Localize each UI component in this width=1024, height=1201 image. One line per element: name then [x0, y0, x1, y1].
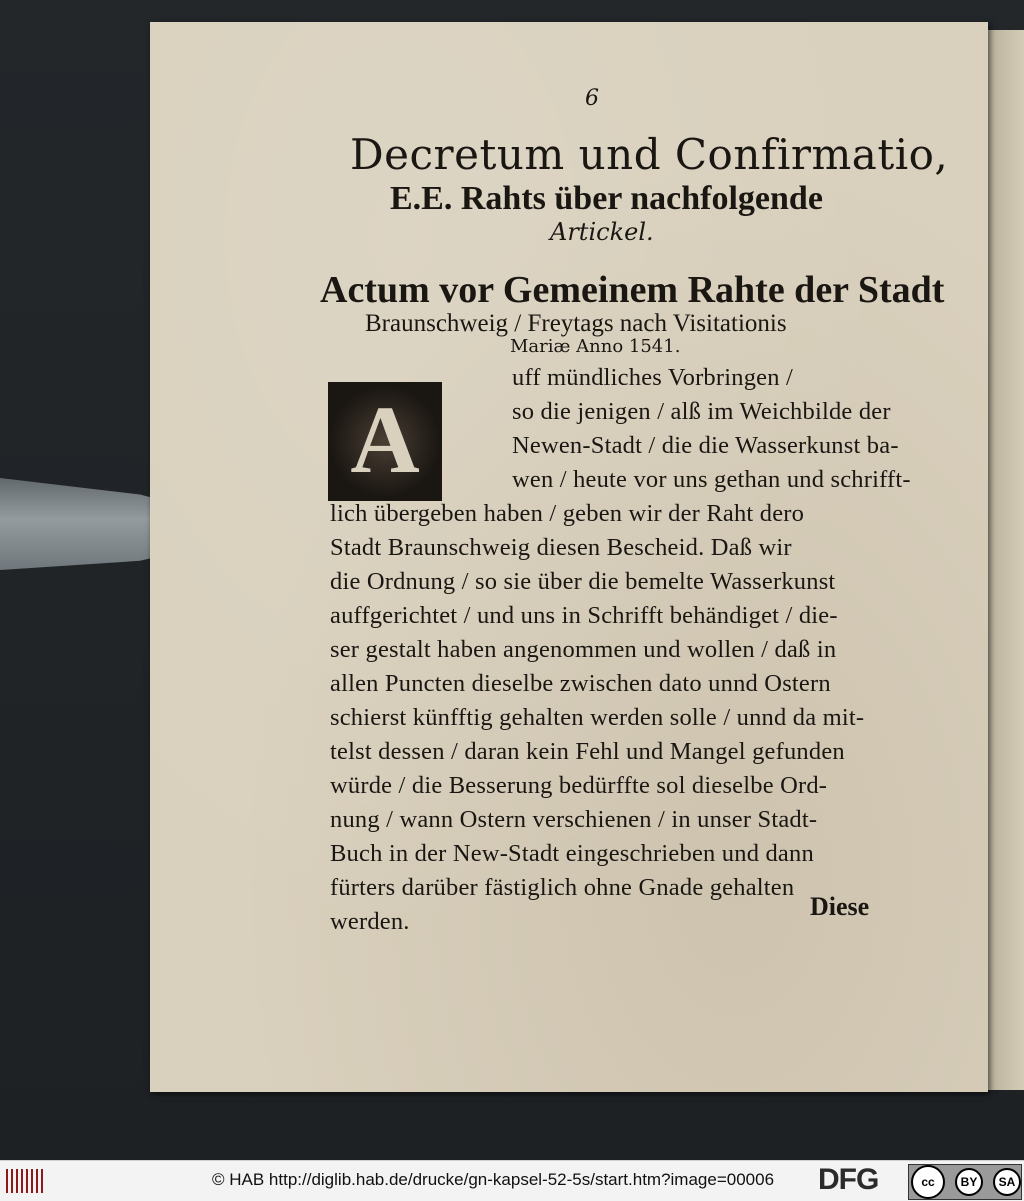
body-line: telst dessen / daran kein Fehl und Mangel gefunden: [330, 738, 845, 765]
sa-icon: SA: [993, 1168, 1021, 1196]
body-line: Newen-Stadt / die die Wasserkunst ba-: [512, 432, 899, 459]
attribution-link[interactable]: © HAB http://diglib.hab.de/drucke/gn-kapsel-52-5s/start.htm?image=00006: [212, 1170, 775, 1189]
body-line: lich übergeben haben / geben wir der Raht dero: [330, 500, 805, 527]
body-line: uff mündliches Vorbringen /: [512, 364, 794, 391]
heading-rahts: E.E. Rahts über nachfolgende: [390, 180, 823, 217]
catchword: Diese: [810, 892, 870, 921]
body-line: so die jenigen / alß im Weichbilde der: [512, 398, 891, 425]
heading-mariae: Mariæ Anno 1541.: [510, 336, 681, 357]
heading-decretum: Decretum und Confirmatio,: [350, 130, 949, 179]
body-line: Buch in der New-Stadt eingeschrieben und dann: [330, 840, 814, 867]
page-number: 6: [585, 86, 599, 111]
document-page: [150, 22, 988, 1092]
by-icon: BY: [955, 1168, 983, 1196]
decorated-initial: A: [328, 382, 442, 501]
cc-license-badge[interactable]: [908, 1164, 1022, 1200]
heading-artickel: Artickel.: [550, 218, 654, 246]
body-line: wen / heute vor uns gethan und schrifft-: [512, 466, 911, 493]
heading-braunschweig: Braunschweig / Freytags nach Visitationis: [365, 310, 787, 337]
body-line: allen Puncten dieselbe zwischen dato unnd Ostern: [330, 670, 831, 697]
body-line: auffgerichtet / und uns in Schrifft behändiget / die-: [330, 602, 838, 629]
body-line: werden.: [330, 908, 410, 935]
body-line: ser gestalt haben angenommen und wollen / daß in: [330, 636, 837, 663]
heading-actum: Actum vor Gemeinem Rahte der Stadt: [320, 269, 945, 311]
body-line: fürters darüber fästiglich ohne Gnade gehalten: [330, 874, 795, 901]
body-line: die Ordnung / so sie über die bemelte Wasserkunst: [330, 568, 836, 595]
facing-page-edge: [985, 30, 1024, 1090]
dfg-logo[interactable]: DFG: [818, 1163, 879, 1196]
body-line: Stadt Braunschweig diesen Bescheid. Daß wir: [330, 534, 792, 561]
cc-icon: cc: [911, 1165, 945, 1199]
body-line: würde / die Besserung bedürffte sol dieselbe Ord-: [330, 772, 828, 799]
library-logo-icon: [6, 1169, 46, 1193]
footer-bar: [0, 1160, 1024, 1201]
body-line: nung / wann Ostern verschienen / in unser Stadt-: [330, 806, 818, 833]
body-line: schierst künfftig gehalten werden solle / unnd da mit-: [330, 704, 865, 731]
